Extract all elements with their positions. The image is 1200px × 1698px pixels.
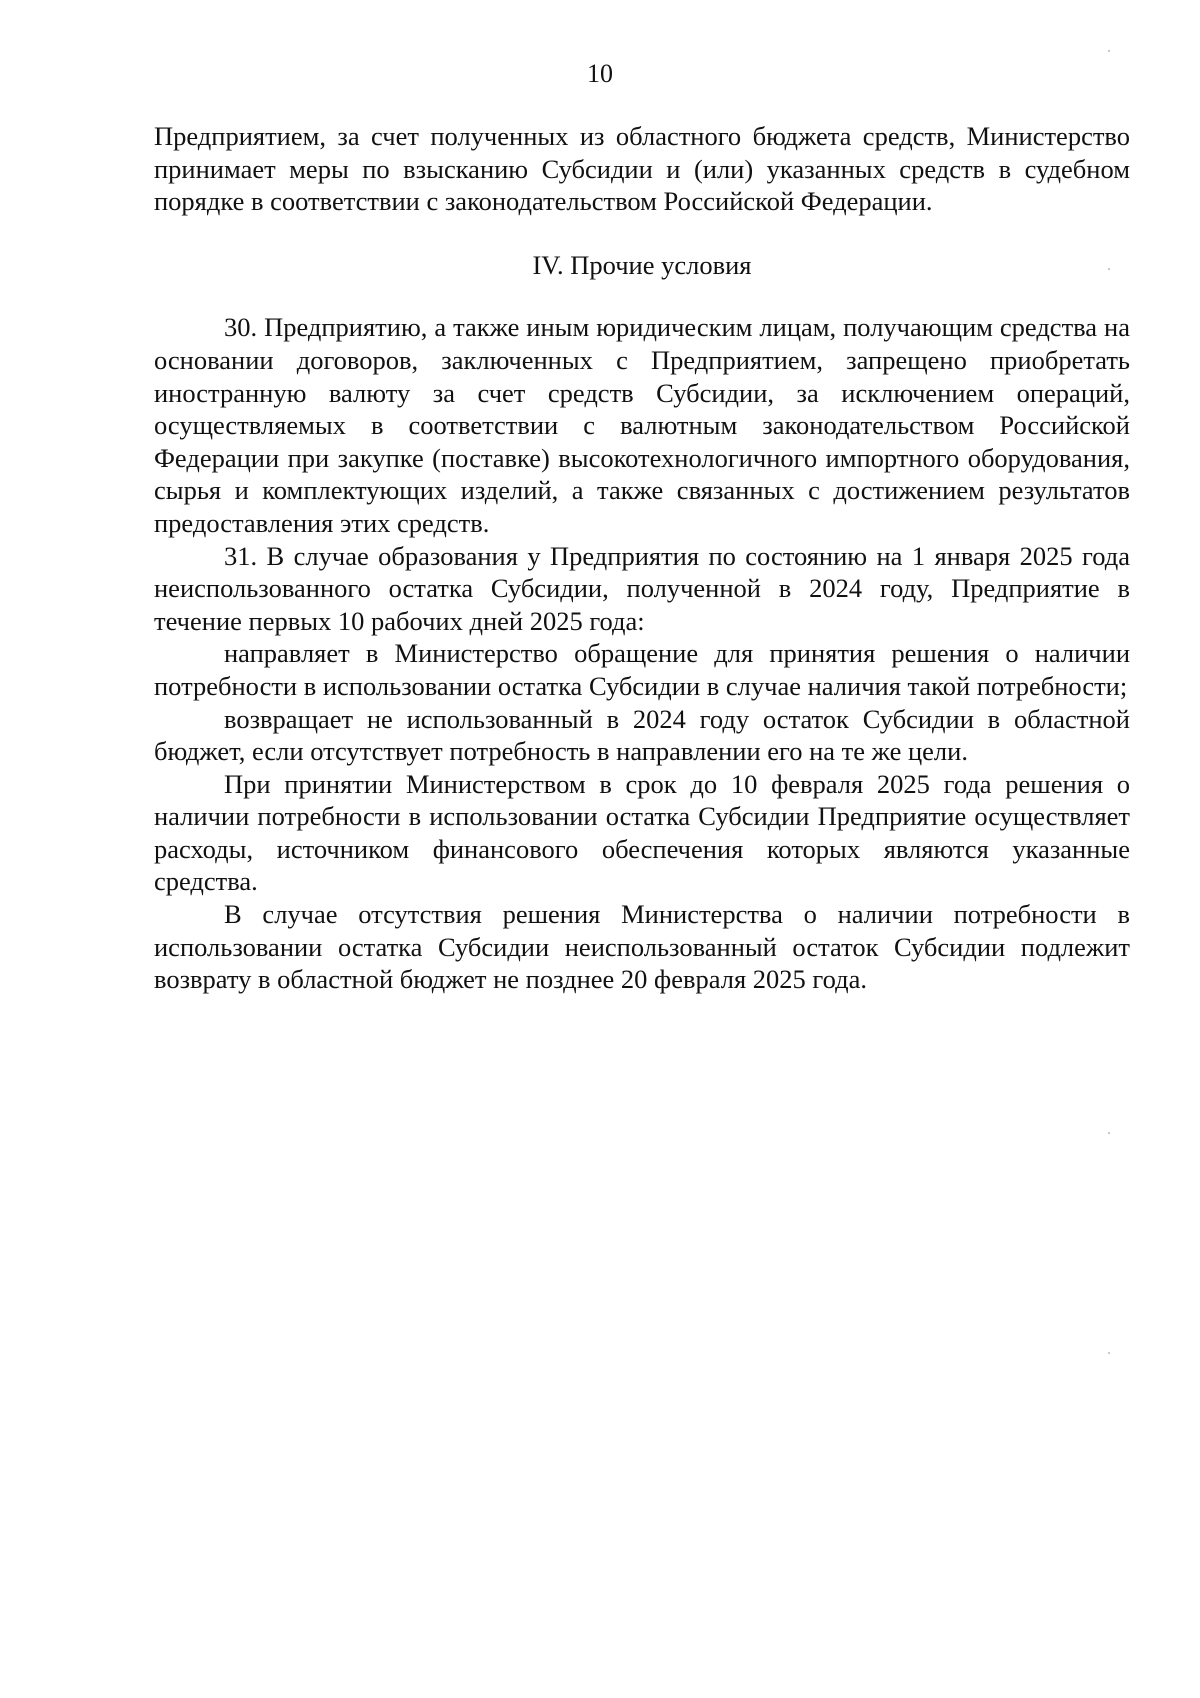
- scan-speck: [1108, 268, 1110, 270]
- scan-speck: [1108, 1352, 1110, 1354]
- paragraph-no-decision: В случае отсутствия решения Министерства о наличии потребности в использовании остатка Субсидии неиспользованный остаток Субсидии подлежит возврату в областной бюджет не позднее 20 февраля 2025 года.: [154, 899, 1130, 995]
- paragraph-31-item-request: направляет в Министерство обращение для принятия решения о наличии потребности в использовании остатка Субсидии в случае наличия такой потребности;: [154, 638, 1130, 701]
- section-title: IV. Прочие условия: [532, 249, 752, 280]
- page-number: 10: [587, 59, 613, 88]
- scan-speck: [1108, 50, 1110, 52]
- paragraph-31: 31. В случае образования у Предприятия по состоянию на 1 января 2025 года неиспользованного остатка Субсидии, полученной в 2024 году, Предприятие в течение первых 10 рабочих дней 2025 года:: [154, 540, 1130, 636]
- paragraph-30: 30. Предприятию, а также иным юридическим лицам, получающим средства на основании договоров, заключенных с Предприятием, запрещено приобретать иностранную валюту за счет средств Субсидии, за исключением операций, осуществляемых в соответствии с валютным законодательством Российской Федерации при закупке (поставке) высокотехнологичного импортного оборудования, сырья и комплектующих изделий, а также связанных с достижением результатов предоставления этих средств.: [154, 312, 1130, 538]
- document-body: [154, 120, 1130, 996]
- paragraph-31-item-return: возвращает не использованный в 2024 году остаток Субсидии в областной бюджет, если отсутствует потребность в направлении его на те же цели.: [154, 703, 1130, 767]
- paragraph-decision: При принятии Министерством в срок до 10 февраля 2025 года решения о наличии потребности в использовании остатка Субсидии Предприятие осуществляет расходы, источником финансового обеспечения которых являются указанные средства.: [154, 768, 1130, 897]
- scan-speck: [1108, 1132, 1110, 1134]
- opening-paragraph: Предприятием, за счет полученных из областного бюджета средств, Министерство принимает меры по взысканию Субсидии и (или) указанных средств в судебном порядке в соответствии с законодательством Российской Федерации.: [154, 121, 1130, 217]
